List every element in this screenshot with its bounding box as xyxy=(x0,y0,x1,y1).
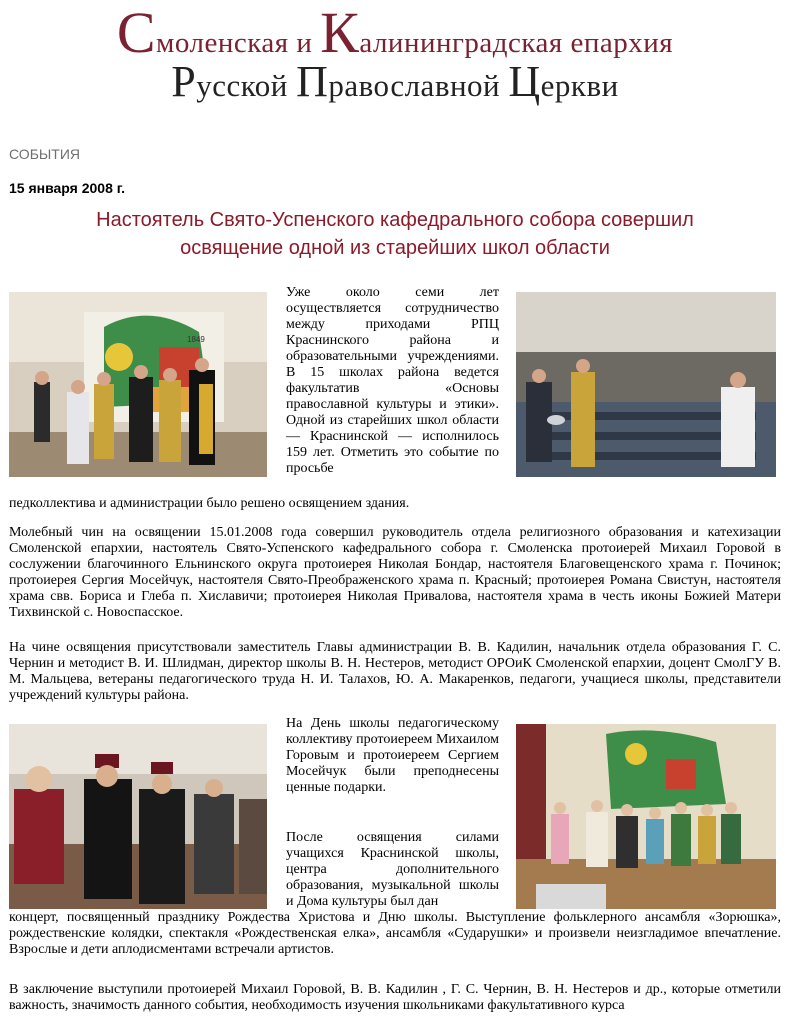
masthead-text: усской xyxy=(196,68,297,103)
masthead-cap: Ц xyxy=(508,57,541,106)
masthead-cap: Р xyxy=(171,57,197,106)
diocese-masthead xyxy=(0,0,790,106)
masthead-line-1 xyxy=(0,0,790,65)
paragraph-intro: Уже около семи лет осуществляется сотрудничество между приходами РПЦ Краснинского района и образовательными учреждениями. В 15 школах района ведется факультатив «Основы православной культуры и этики». Одной из старейших школ области — Краснинской — исполнилось 159 лет. Отметить это событие по просьбе xyxy=(286,285,499,476)
paragraph-gifts: На День школы педагогическому коллективу протоиереем Михаилом Горовым и протоиереем Сергием Мосейчук были преподнесены ценные подарки. xyxy=(286,716,499,795)
masthead-cap: П xyxy=(296,57,329,106)
masthead-text: еркви xyxy=(540,68,619,103)
article-title-line: освящение одной из старейших школ области xyxy=(180,237,610,259)
masthead-line-2 xyxy=(0,57,790,106)
photo-wall-sign: 1849 xyxy=(187,335,205,344)
paragraph-intro-continued: педколлектива и администрации было решено освящением здания. xyxy=(9,496,410,511)
photo-seated-guests xyxy=(9,724,267,909)
masthead-text: равославной xyxy=(328,68,509,103)
masthead-cap: К xyxy=(320,0,360,65)
paragraph-concert: После освящения силами учащихся Краснинской школы, центра дополнительного образования, музыкальной школы и Дома культуры был дан xyxy=(286,830,499,909)
photo-stage-performance xyxy=(516,724,776,909)
article-title-line: Настоятель Свято-Успенского кафедрального собора совершил xyxy=(96,209,694,231)
masthead-text: моленская и xyxy=(156,27,321,59)
masthead-text: алининградская епархия xyxy=(359,27,674,59)
paragraph-conclusion: В заключение выступили протоиерей Михаил Горовой, В. В. Кадилин , Г. С. Чернин, В. Н. Нестеров и др., которые отметили важность, значимость данного события, необходимость изучения школьниками факультативного курса xyxy=(9,982,781,1013)
paragraph-ceremony: Молебный чин на освящении 15.01.2008 года совершил руководитель отдела религиозного образования и катехизации Смоленской епархии, настоятель Свято-Успенского кафедрального собора г. Смоленска протоиерей Михаил Горовой в сослужении благочинного Ельнинского округа протоиерея Николая Бондар, настоятеля Благовещенского храма г. Починок; протоиерея Сергия Мосейчук, настоятеля Свято-Преображенского храма п. Красный; протоиерея Романа Свистун, настоятеля храма свв. Бориса и Глеба п. Хиславичи; протоиерея Николая Привалова, настоятеля храма в честь иконы Божией Матери Тихвинской с. Новоспасское. xyxy=(9,525,781,620)
masthead-cap: С xyxy=(116,0,157,65)
paragraph-attendees: На чине освящения присутствовали заместитель Главы администрации В. В. Кадилин, начальник отдела образования Г. С. Чернин и методист В. И. Шлидман, директор школы В. Н. Нестеров, методист ОРОиК Смоленской епархии, доцент СмолГУ В. М. Мальцева, ветераны педагогического труда Н. И. Талахов, Ю. А. Макаренков, педагоги, учащиеся школы, представители учреждений культуры района. xyxy=(9,640,781,703)
paragraph-concert-continued: концерт, посвященный празднику Рождества Христова и Дню школы. Выступление фольклерного ансамбля «Зорюшка», рождественские колядки, спектакля «Рождественская елка», ансамбля «Сударушки» и произвели неизгладимое впечатление. Взрослые и дети аплодисментами встречали артистов. xyxy=(9,910,781,957)
photo-clergy-blessing xyxy=(9,292,267,477)
photo-assembly-hall xyxy=(516,292,776,477)
section-label: СОБЫТИЯ xyxy=(9,146,80,162)
article-date: 15 января 2008 г. xyxy=(9,180,126,196)
article-title xyxy=(40,206,750,262)
